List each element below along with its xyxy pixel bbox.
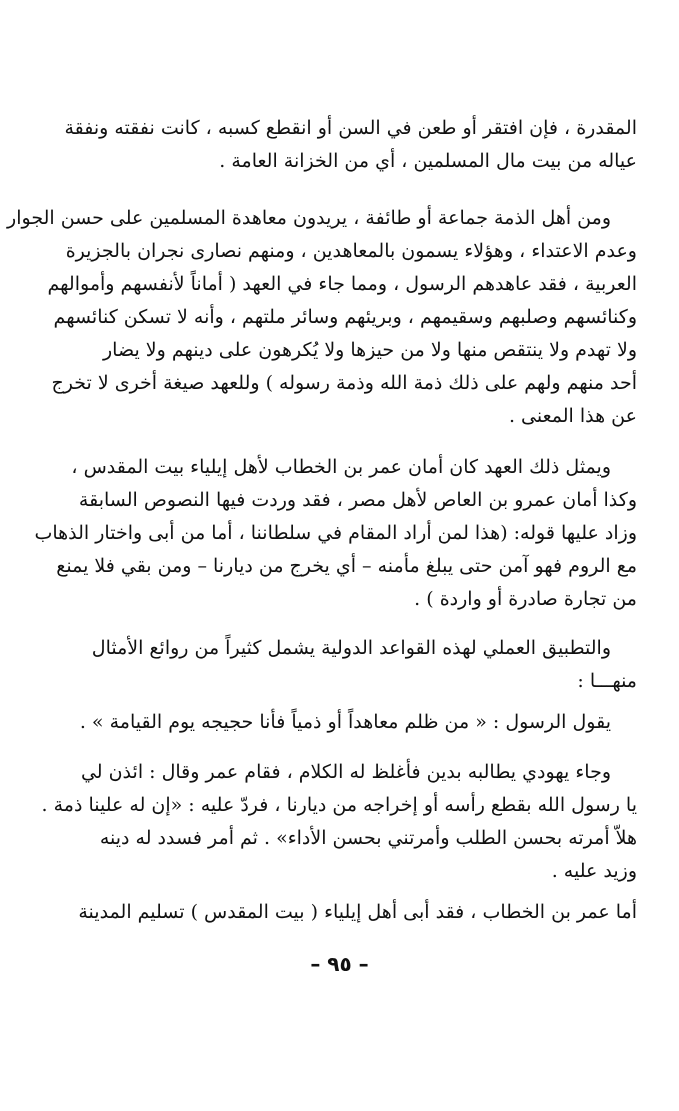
- text-line: عياله من بيت مال المسلمين ، أي من الخزانة العامة .: [219, 150, 637, 172]
- text-line: أحد منهم ولهم على ذلك ذمة الله وذمة رسوله ) وللعهد صيغة أخرى لا تخرج: [51, 372, 637, 394]
- text-line: والتطبيق العملي لهذه القواعد الدولية يشمل كثيراً من روائع الأمثال: [91, 637, 611, 659]
- text-line: وجاء يهودي يطالبه بدين فأغلظ له الكلام ، فقام عمر وقال : ائذن لي: [80, 761, 611, 783]
- text-line: منهـــا :: [577, 670, 637, 692]
- paragraph-3: [34, 451, 637, 616]
- text-line: يا رسول الله بقطع رأسه أو إخراجه من ديارنا ، فردّ عليه : «إن له علينا ذمة .: [41, 794, 637, 816]
- page-number: – ٩٥ –: [310, 952, 369, 976]
- paragraph-2: [7, 202, 637, 433]
- text-line: ويمثل ذلك العهد كان أمان عمر بن الخطاب لأهل إيلياء بيت المقدس ،: [71, 456, 611, 478]
- text-line: عن هذا المعنى .: [508, 405, 637, 427]
- text-line: المقدرة ، فإن افتقر أو طعن في السن أو انقطع كسبه ، كانت نفقته ونفقة: [64, 117, 637, 139]
- text-line: يقول الرسول : « من ظلم معاهداً أو ذمياً فأنا حجيجه يوم القيامة » .: [79, 711, 611, 733]
- paragraph-5: [72, 706, 637, 739]
- paragraph-6: [41, 756, 637, 888]
- text-line: هلاّ أمرته بحسن الطلب وأمرتني بحسن الأداء» . ثم أمر فسدد له دينه: [99, 827, 637, 849]
- text-line: وزيد عليه .: [551, 860, 637, 882]
- text-line: ولا تهدم ولا ينتقص منها ولا من حيزها ولا يُكرهون على دينهم ولا يضار: [103, 339, 637, 361]
- paragraph-1: [64, 112, 637, 178]
- text-line: وزاد عليها قوله: (هذا لمن أراد المقام في سلطاننا ، أما من أبى واختار الذهاب: [34, 522, 637, 544]
- text-line: العربية ، فقد عاهدهم الرسول ، ومما جاء في العهد ( أماناً لأنفسهم وأموالهم: [47, 273, 637, 295]
- text-line: وكنائسهم وصلبهم وسقيمهم ، وبريئهم وسائر ملتهم ، وأنه لا تسكن كنائسهم: [53, 306, 637, 328]
- text-line: وعدم الاعتداء ، وهؤلاء يسمون بالمعاهدين ، ومنهم نصارى نجران بالجزيرة: [65, 240, 637, 262]
- text-line: ومن أهل الذمة جماعة أو طائفة ، يريدون معاهدة المسلمين على حسن الجوار: [7, 207, 611, 229]
- text-line: وكذا أمان عمرو بن العاص لأهل مصر ، فقد وردت فيها النصوص السابقة: [78, 489, 637, 511]
- text-line: مع الروم فهو آمن حتى يبلغ مأمنه – أي يخرج من ديارنا – ومن بقي فلا يمنع: [56, 555, 637, 577]
- paragraph-4: [72, 632, 637, 698]
- paragraph-7: [72, 896, 637, 929]
- text-line: من تجارة صادرة أو واردة ) .: [414, 588, 637, 610]
- text-line: أما عمر بن الخطاب ، فقد أبى أهل إيلياء ( بيت المقدس ) تسليم المدينة: [78, 901, 637, 923]
